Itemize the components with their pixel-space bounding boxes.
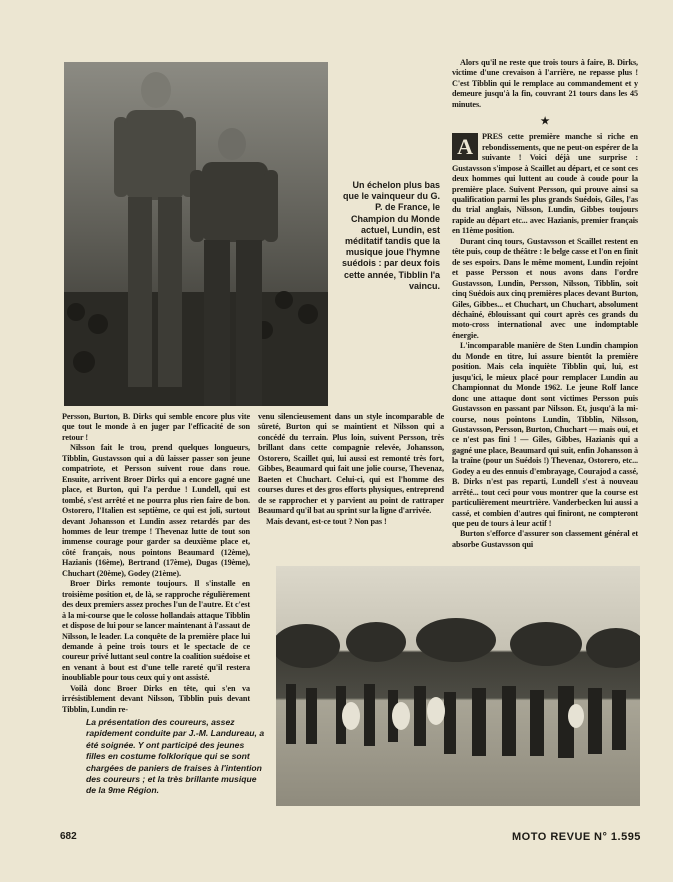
paragraph: Mais devant, est-ce tout ? Non pas ! xyxy=(266,516,387,526)
paragraph: Nilsson fait le trou, prend quelques longueurs, Tibblin, Gustavsson qui a dû laisser passer son jeune compatriote, et Persson suivent roue dans roue. Ensuite, arrivent Broer Dirks qui a encore gagné une place, et Burton, qui l'a perdue ! Lundell, qui est tombé, s'est arrêté et ne pourra plus rien faire de bon. Ostorero, l'Italien est septième, ce qui est joli, surtout devant Johansson et Lundin assez retardés par des hommes de leur trempe ! Thevenaz lutte de tout son immense courage pour garder sa deuxième place et, côté français, nous pointons Beaumard (12ème), Hazianis (16ème), Bertrand (17ème), Dugas (19ème), Chuchart (20ème), Godey (21ème). xyxy=(62,443,250,578)
article-column-right-top xyxy=(452,58,638,550)
photo-podium xyxy=(64,62,328,406)
photo-podium-image xyxy=(64,62,328,406)
page-number: 682 xyxy=(60,831,77,842)
paragraph: Alors qu'il ne reste que trois tours à faire, B. Dirks, victime d'une crevaison à l'arrière, ne repasse plus ! C'est Tibblin qui le remplace au commandement et y demeure jusqu'à la fin, couvrant 21 tours dans les 45 minutes. xyxy=(452,58,638,109)
article-column-1 xyxy=(62,412,250,715)
star-separator: ★ xyxy=(540,116,550,128)
paragraph: Durant cinq tours, Gustavsson et Scaillet restent en tête puis, coup de théâtre : le belge casse et l'on en finit de ses espoirs. Dans le même moment, Lundin rejoint et passe Persson et nous avons dans l'ordre Gustavsson, Lundin, Persson, Nilsson, Tibblin, soit cinq Suédois aux cinq premières places devant Burton, Giles, Gibbes... et Chuchart, un Chuchart, absolument déchaîné, éblouissant qui court après ces grands du moto-cross international avec une indomptable énergie. xyxy=(452,236,638,340)
paragraph-dropcap xyxy=(452,132,638,237)
paragraph: Broer Dirks remonte toujours. Il s'installe en troisième position et, de là, se rapproche régulièrement des deux premiers assez proches l'un de l'autre. Et c'est à la mi-course que le colosse hollandais attaque Tibblin et dispose de lui pour se lancer maintenant à l'assaut de Nilsson, le leader. La conquête de la première place lui demande à peine trois tours et le spectacle de ce coureur privé luttant seul contre la coalition suédoise et en venant à bout est d'une telle rareté qu'il restera inoubliable pour tous ceux qui y ont assisté. xyxy=(62,579,250,683)
photo-presentation xyxy=(276,566,640,806)
paragraph: Voilà donc Broer Dirks en tête, qui s'en va irrésistiblement devant Nilsson, Tibblin puis devant Tibblin, Lundin re- xyxy=(62,683,250,714)
photo-caption-presentation: La présentation des coureurs, assez rapidement conduite par J.-M. Landureau, a été soignée. Y ont participé des jeunes filles en costume folklorique qui se sont chargées de paniers de fraises à l'intention des coureurs ; et la très brillante musique de la 9me Région. xyxy=(86,717,265,796)
photo-presentation-image xyxy=(276,566,640,806)
drop-cap-letter: A xyxy=(452,133,478,160)
article-column-2 xyxy=(258,412,444,527)
paragraph-text: PRES cette première manche si riche en rebondissements, que ne peut-on espérer de la suivante ! Voici déjà une surprise : Gustavsson s'impose à Scaillet au départ, et ce sont ces deux hommes qui luttent au coude à coude pour la première place. Suivent Persson, qui prouve ainsi sa qualification parmi les plus grands Suédois, Giles, l'as du trial anglais, Nilsson, Lundin, Gibbes toujours rapide au départ etc... avec Hazianis, premier français en 11ème position. xyxy=(452,132,638,236)
paragraph: venu silencieusement dans un style incomparable de sûreté, Burton qui se maintient et Nilsson qui a concédé du terrain. Plus loin, suivent Persson, très brillant dans cette compagnie relevée, Johansson, Ostorero, Scaillet qui, lui aussi est remonté très fort, Gibbes, Beaumard qui fait une jolie course, Thevenaz, Baeten et Chuchart. Celui-ci, qui est l'homme des courses dures et des gros efforts physiques, entreprend de se rapprocher et y parvient au point de rattraper Beaumard qu'il bat au sprint sur la ligne d'arrivée. xyxy=(258,412,444,516)
paragraph: L'incomparable manière de Sten Lundin champion du Monde en titre, lui assure bientôt la première position. Mais cela inquiète Tibblin qui, lui, est jusqu'ici, le mieux placé pour remplacer Lundin au Championnat du Monde 1962. Le jeune Rolf lance donc une attaque dont sont victimes Persson puis Gustavsson en passant par Nilsson. Et, jusqu'à la mi-course, nous pointons Lundin, Tibblin, Nilsson, Gustavsson, Persson, Burton, Chuchart — mais oui, et ce n'est pas fini ! — Giles, Gibbes, Hazianis qui a gagné une place, Beaumard qui suit, enfin Johansson à la traîne (pour un Suédois !) Thevenaz, Ostorero, etc... Godey a eu des ennuis d'embrayage, Courajod a cassé, B. Dirks n'est pas reparti, Lundell s'est à nouveau arrêté... tout ceci pour vous montrer que la course est particulièrement meurtrière. Vanderbecken lui aussi a cassé, et combien d'autres qui finiront, ne compteront que peu de tours à leur actif ! xyxy=(452,341,638,529)
issue-number: N° 1.595 xyxy=(594,831,641,843)
photo-caption-podium: Un échelon plus bas que le vainqueur du G. P. de France, le Champion du Monde actuel, Lundin, est méditatif tandis que la musique joue l'hymne suédois : par deux fois cette année, Tibblin l'a vaincu. xyxy=(341,180,440,291)
paragraph: Burton s'efforce d'assurer son classement général et absorbe Gustavsson qui xyxy=(452,529,638,549)
paragraph: Persson, Burton, B. Dirks qui semble encore plus vite que tout le monde à en juger par l'efficacité de son retour ! xyxy=(62,412,250,442)
magazine-title: MOTO REVUE xyxy=(512,831,591,843)
